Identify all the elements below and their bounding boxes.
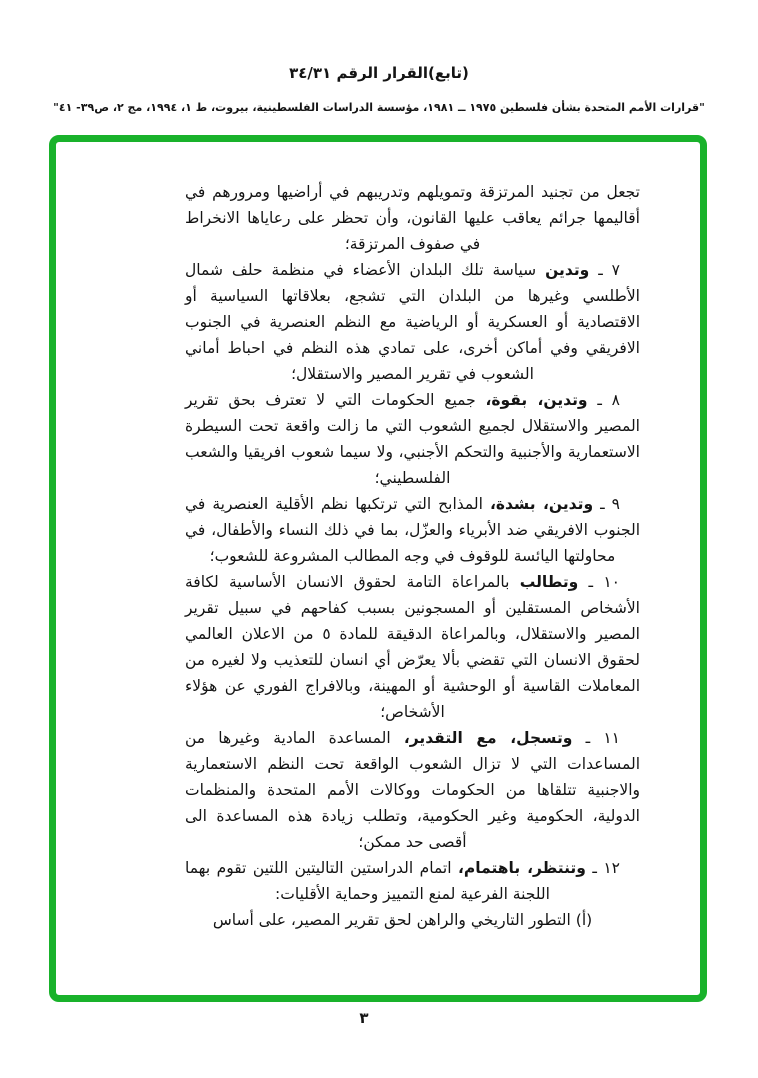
text-segment: ١١ ـ (572, 729, 620, 747)
bold-text-segment: وتدين، بشدة، (489, 495, 594, 513)
text-segment: سياسة تلك البلدان الأعضاء في منظمة حلف شمال الأطلسي وغيرها من البلدان التي تشجع، بعلاقاتها السياسية أو الاقتصادية أو العسكرية أو الرياضية مع النظم العنصرية في الجنوب الافريقي وفي أماكن أخرى، على تمادي هذه النظم في احباط أماني الشعوب في تقرير المصير والاستقلال؛ (185, 261, 640, 383)
paragraph-6 (185, 725, 640, 855)
text-segment: تجعل من تجنيد المرتزقة وتمويلهم وتدريبهم في أراضيها ومرورهم في أقاليمها جرائم يعاقب عليها القانون، وأن تحظر على رعاياها الانخراط في صفوف المرتزقة؛ (185, 183, 640, 253)
bold-text-segment: وتنتظر، باهتمام، (458, 859, 586, 877)
text-segment: (أ) التطور التاريخي والراهن لحق تقرير المصير، على أساس (212, 911, 593, 929)
resolution-text (185, 179, 640, 933)
paragraph-5 (185, 569, 640, 725)
paragraph-3 (185, 387, 640, 491)
page-number: ٣ (359, 1009, 369, 1027)
text-segment: ٧ ـ (589, 261, 620, 279)
text-segment: اتمام الدراستين التاليتين اللتين تقوم بهما اللجنة الفرعية لمنع التمييز وحماية الأقليات: (185, 859, 550, 903)
bold-text-segment: وتطالب (519, 573, 579, 591)
paragraph-1 (185, 179, 640, 257)
text-segment: بالمراعاة التامة لحقوق الانسان الأساسية لكافة الأشخاص المستقلين أو المسجونين بسبب كفاحهم في سبيل تقرير المصير والاستقلال، وبالمراعاة الدقيقة للمادة ٥ من الاعلان العالمي لحقوق الانسان التي تقضي بألا يعرّض أي انسان للتعذيب ولا لغيره من المعاملات القاسية أو الوحشية أو المهينة، وبالافراج الفوري عن هؤلاء الأشخاص؛ (185, 573, 640, 721)
resolution-title: (تابع)القرار الرقم ٣٤/٣١ (289, 64, 469, 82)
text-segment: ١٠ ـ (578, 573, 620, 591)
paragraph-4 (185, 491, 640, 569)
paragraph-2 (185, 257, 640, 387)
bold-text-segment: وتسجل، مع التقدير، (403, 729, 573, 747)
bold-text-segment: وتدين (545, 261, 590, 279)
text-segment: جميع الحكومات التي لا تعترف بحق تقرير المصير والاستقلال لجميع الشعوب التي ما زالت واقعة تحت السيطرة الاستعمارية والأجنبية والتحكم الأجنبي، ولا سيما شعوب افريقيا والشعب الفلسطيني؛ (185, 391, 640, 487)
text-segment: المذابح التي ترتكبها نظم الأقلية العنصرية في الجنوب الافريقي ضد الأبرياء والعزّل، بما في ذلك النساء والأطفال، في محاولتها اليائسة للوقوف في وجه المطالب المشروعة للشعوب؛ (185, 495, 640, 565)
text-segment: المساعدة المادية وغيرها من المساعدات التي لا تزال الشعوب الواقعة تحت النظم الاستعمارية والاجنبية تتلقاها من الحكومات ووكالات الأمم المتحدة والمنظمات الدولية، الحكومية وغير الحكومية، وتطلب زيادة هذه المساعدة الى أقصى حد ممكن؛ (185, 729, 640, 851)
bold-text-segment: وتدين، بقوة، (485, 391, 588, 409)
page-header (0, 63, 758, 82)
source-citation: "قرارات الأمم المتحدة بشأن فلسطين ١٩٧٥ ــ ١٩٨١، مؤسسة الدراسات الفلسطينية، بيروت، ط ١، ١٩٩٤، مج ٢، ص٣٩- ٤١" (53, 101, 705, 114)
text-segment: ٩ ـ (593, 495, 620, 513)
paragraph-8 (185, 907, 640, 933)
text-segment: ٨ ـ (587, 391, 620, 409)
text-segment: ١٢ ـ (585, 859, 620, 877)
paragraph-7 (185, 855, 640, 907)
